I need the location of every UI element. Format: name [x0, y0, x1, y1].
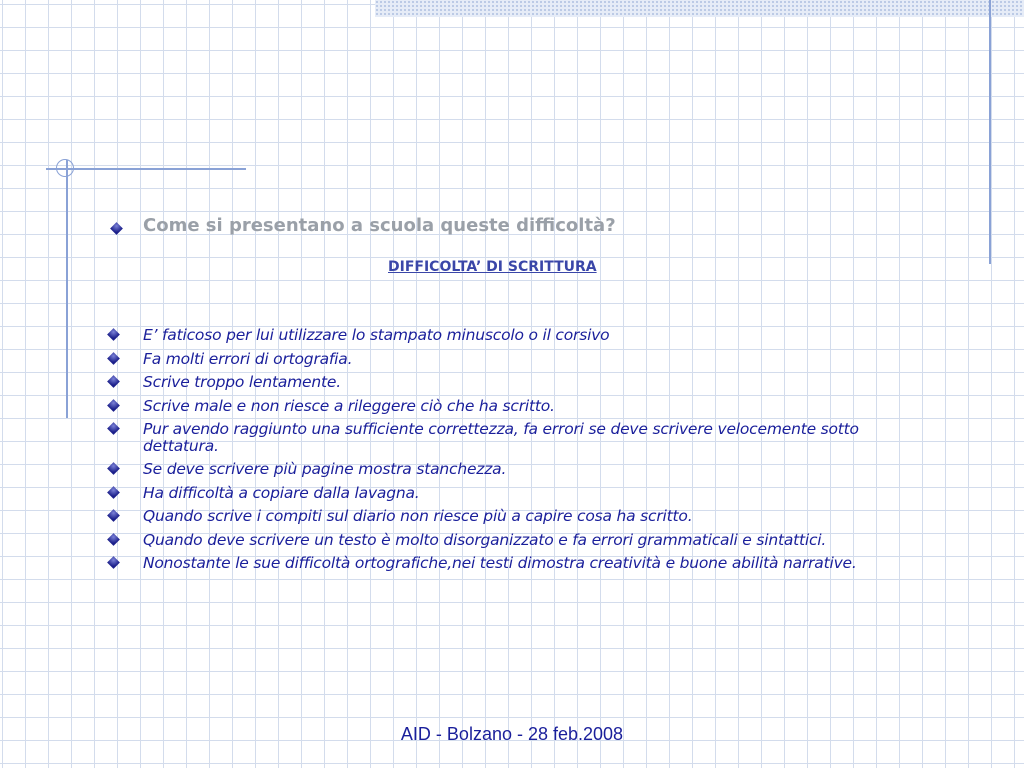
left-horizontal-rule [46, 168, 246, 170]
list-item-text: Fa molti errori di ortografia. [143, 349, 353, 368]
list-item-text: Se deve scrivere più pagine mostra stanchezza. [143, 460, 507, 478]
right-vertical-rule [989, 0, 991, 264]
diamond-bullet-icon [107, 375, 120, 388]
list-item-text: Quando scrive i compiti sul diario non riesce più a capire cosa ha scritto. [143, 507, 693, 525]
list-item [104, 532, 934, 549]
list-item [104, 555, 934, 572]
diamond-bullet-icon [107, 486, 120, 499]
list-item [104, 421, 934, 454]
left-vertical-rule [66, 160, 68, 418]
slide-heading: Come si presentano a scuola queste difficoltà? [143, 215, 616, 236]
list-item-text: Scrive male e non riesce a rileggere ciò che ha scritto. [143, 396, 555, 415]
diamond-bullet-icon [107, 556, 120, 569]
diamond-bullet-icon [107, 422, 120, 435]
list-item-text: Nonostante le sue difficoltà ortografiche,nei testi dimostra creatività e buone abilità narrative. [143, 554, 857, 572]
circle-ornament [56, 159, 74, 177]
list-item [104, 485, 934, 502]
list-item [104, 327, 934, 344]
diamond-bullet-icon [107, 509, 120, 522]
diamond-bullet-icon [107, 328, 120, 341]
list-item [104, 351, 934, 368]
list-item [104, 461, 934, 478]
list-item-text: Scrive troppo lentamente. [143, 373, 341, 391]
slide-footer: AID - Bolzano - 28 feb.2008 [400, 724, 624, 744]
list-item-text: Quando deve scrivere un testo è molto disorganizzato e fa errori grammaticali e sintattici. [143, 530, 827, 549]
diamond-bullet-icon [107, 533, 120, 546]
diamond-bullet-icon [107, 352, 120, 365]
list-item [104, 508, 934, 525]
top-decorative-band [375, 0, 1024, 17]
diamond-bullet-icon [107, 399, 120, 412]
diamond-bullet-icon [107, 462, 120, 475]
list-item-text: E’ faticoso per lui utilizzare lo stampato minuscolo o il corsivo [143, 326, 610, 344]
diamond-bullet-icon [110, 222, 123, 235]
slide-subheading: DIFFICOLTA’ DI SCRITTURA [388, 259, 597, 275]
list-item [104, 398, 934, 415]
list-item [104, 374, 934, 391]
list-item-text: Ha difficoltà a copiare dalla lavagna. [143, 483, 420, 502]
list-item-text: Pur avendo raggiunto una sufficiente correttezza, fa errori se deve scrivere velocemente sotto dettatura. [143, 420, 859, 455]
bullet-list [104, 327, 934, 579]
